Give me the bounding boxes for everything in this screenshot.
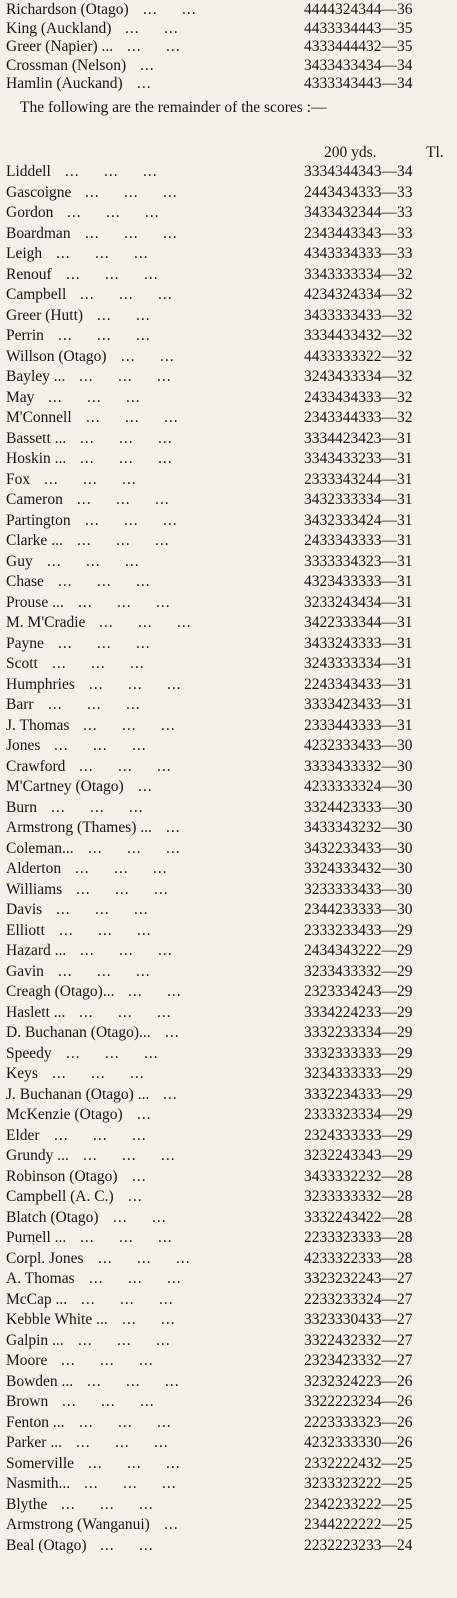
competitor-name: Parker ... xyxy=(6,1434,62,1451)
score-row xyxy=(6,1146,450,1165)
score-value: 3333423433—31 xyxy=(304,696,413,713)
score-row xyxy=(6,367,450,386)
score-value: 3334433432—32 xyxy=(304,327,413,344)
competitor-name: Fenton ... xyxy=(6,1413,65,1431)
score-value: 3334423423—31 xyxy=(304,429,413,447)
competitor-name: Willson (Otago) xyxy=(6,347,107,365)
leader-dots: ... ... ... xyxy=(79,1413,172,1431)
score-row xyxy=(6,1413,450,1432)
leader-dots: ... ... ... xyxy=(52,1065,145,1082)
leader-dots: ... xyxy=(164,1516,179,1533)
leader-dots: ... ... xyxy=(127,38,181,56)
score-row xyxy=(6,1372,450,1391)
leader-dots: ... ... ... xyxy=(44,470,137,488)
score-value: 3334224233—29 xyxy=(304,1003,413,1021)
leader-dots: ... ... ... xyxy=(47,552,140,570)
leader-dots: ... ... ... xyxy=(58,327,151,344)
score-value: 2223333323—26 xyxy=(304,1413,413,1431)
score-value: 3433332232—28 xyxy=(304,1167,413,1185)
score-value: 2333343244—31 xyxy=(304,470,413,488)
score-value: 2342233222—25 xyxy=(304,1495,413,1513)
score-value: 3324423333—30 xyxy=(304,798,413,816)
leader-dots: ... ... ... xyxy=(67,204,160,221)
competitor-name: Renouf xyxy=(6,265,52,283)
score-row xyxy=(6,818,450,837)
competitor-name: Speedy xyxy=(6,1044,52,1062)
score-row xyxy=(6,1474,450,1493)
leader-dots: ... ... ... xyxy=(58,573,151,590)
competitor-name: Greer (Napier) ... xyxy=(6,38,114,56)
score-row xyxy=(6,1208,450,1227)
score-value: 2343443343—33 xyxy=(304,224,413,242)
score-row xyxy=(6,572,450,591)
score-value: 3432233433—30 xyxy=(304,839,413,857)
score-value: 4433334443—35 xyxy=(304,19,413,37)
leader-dots: ... xyxy=(128,1188,143,1205)
competitor-name: Bowden ... xyxy=(6,1372,74,1390)
leader-dots: ... xyxy=(132,1167,147,1185)
competitor-name: Brown xyxy=(6,1393,49,1410)
leader-dots: ... ... ... xyxy=(51,798,144,816)
score-value: 4333343443—34 xyxy=(304,75,413,93)
score-value: 3233323222—25 xyxy=(304,1475,413,1492)
leader-dots: ... ... ... xyxy=(78,593,171,611)
competitor-name: Coleman... xyxy=(6,839,74,857)
leader-dots: ... ... ... xyxy=(66,265,159,283)
score-row xyxy=(6,19,450,38)
leader-dots: ... ... ... xyxy=(99,614,192,631)
score-value: 3334344343—34 xyxy=(304,163,413,180)
leader-dots: ... ... ... xyxy=(88,1454,181,1472)
score-row xyxy=(6,429,450,448)
leader-dots: ... ... ... xyxy=(83,716,176,734)
score-value: 3233243434—31 xyxy=(304,593,413,611)
score-value: 4232333330—26 xyxy=(304,1434,413,1451)
score-value: 2344222222—25 xyxy=(304,1516,413,1533)
score-row xyxy=(6,1249,450,1268)
leader-dots: ... xyxy=(140,56,155,74)
score-row xyxy=(6,285,450,304)
score-row xyxy=(6,1167,450,1186)
score-row xyxy=(6,306,450,325)
score-row xyxy=(6,695,450,714)
leader-dots: ... ... ... xyxy=(66,1044,159,1062)
competitor-name: Kebble White ... xyxy=(6,1311,108,1328)
competitor-name: Leigh xyxy=(6,245,43,262)
score-row xyxy=(6,162,450,181)
competitor-name: Partington xyxy=(6,511,71,529)
score-value: 2333323334—29 xyxy=(304,1106,413,1123)
competitor-name: Davis xyxy=(6,901,43,918)
competitor-name: Fox xyxy=(6,470,31,488)
leader-dots: ... xyxy=(166,819,181,836)
score-row xyxy=(6,56,450,75)
score-value: 2344233333—30 xyxy=(304,901,413,918)
score-row xyxy=(6,1003,450,1022)
score-value: 3433433434—34 xyxy=(304,56,413,74)
score-row xyxy=(6,388,450,407)
competitor-name: Bassett ... xyxy=(6,429,67,447)
competitor-name: Robinson (Otago) xyxy=(6,1167,118,1185)
score-value: 3343333334—32 xyxy=(304,265,413,283)
leader-dots: ... ... ... xyxy=(81,1290,174,1308)
leader-dots: ... ... ... xyxy=(80,942,173,959)
leader-dots: ... ... ... xyxy=(65,163,158,180)
leader-dots: ... ... xyxy=(113,1208,167,1226)
competitor-name: Campbell xyxy=(6,286,67,303)
competitor-name: J. Thomas xyxy=(6,716,70,734)
leader-dots: ... ... ... xyxy=(48,388,141,406)
score-value: 3233333433—30 xyxy=(304,880,413,898)
leader-dots: ... xyxy=(138,778,153,795)
score-row xyxy=(6,552,450,571)
score-value: 3333433332—30 xyxy=(304,757,413,775)
score-value: 3233433332—29 xyxy=(304,962,413,980)
score-row xyxy=(6,1023,450,1042)
score-row xyxy=(6,1392,450,1411)
leader-dots: ... ... xyxy=(121,347,175,365)
score-row xyxy=(6,1290,450,1309)
score-row xyxy=(6,37,450,56)
score-value: 3323330433—27 xyxy=(304,1311,413,1328)
score-row xyxy=(6,859,450,878)
score-row xyxy=(6,347,450,366)
score-row xyxy=(6,1085,450,1104)
competitor-name: Campbell (A. C.) xyxy=(6,1188,114,1205)
score-row xyxy=(6,1269,450,1288)
leader-dots: ... ... ... xyxy=(83,1147,176,1164)
leader-dots: ... ... ... xyxy=(89,1270,182,1287)
yards-heading: 200 yds. xyxy=(324,144,377,161)
score-value: 2243343433—31 xyxy=(304,675,413,693)
score-value: 2434343222—29 xyxy=(304,942,413,959)
competitor-name: Nasmith... xyxy=(6,1475,71,1492)
score-value: 4234324334—32 xyxy=(304,286,413,303)
score-value: 3322223234—26 xyxy=(304,1393,413,1410)
leader-dots: ... xyxy=(165,1024,180,1041)
competitor-name: Blythe xyxy=(6,1495,48,1513)
score-value: 4233333324—30 xyxy=(304,778,413,795)
score-value: 3433243333—31 xyxy=(304,634,413,652)
competitor-name: Bayley ... xyxy=(6,368,66,385)
score-value: 3332234333—29 xyxy=(304,1085,413,1103)
score-row xyxy=(6,265,450,284)
leader-dots: ... ... ... xyxy=(84,1475,177,1492)
score-row xyxy=(6,654,450,673)
leader-dots: ... ... ... xyxy=(58,962,151,980)
leader-dots: ... ... xyxy=(125,19,179,37)
competitor-name: May xyxy=(6,388,35,406)
leader-dots: ... ... ... xyxy=(54,1126,147,1144)
score-row xyxy=(6,1454,450,1473)
competitor-name: Jones xyxy=(6,737,41,754)
score-value: 4333444432—35 xyxy=(304,38,413,56)
competitor-name: King (Auckland) xyxy=(6,19,112,37)
competitor-name: J. Buchanan (Otago) ... xyxy=(6,1085,150,1103)
competitor-name: Haslett ... xyxy=(6,1003,66,1021)
competitor-name: McCap ... xyxy=(6,1290,68,1308)
leader-dots: ... ... xyxy=(97,306,151,324)
competitor-name: Crawford xyxy=(6,757,66,775)
score-row xyxy=(6,982,450,1001)
competitor-name: A. Thomas xyxy=(6,1270,75,1287)
leader-dots: ... ... ... xyxy=(86,409,179,426)
competitor-name: Gavin xyxy=(6,962,44,980)
competitor-name: Hamlin (Auckand) xyxy=(6,75,123,93)
score-value: 2323423332—27 xyxy=(304,1352,413,1369)
competitor-name: Keys xyxy=(6,1065,38,1082)
score-value: 2233233324—27 xyxy=(304,1290,413,1308)
leader-dots: ... ... ... xyxy=(56,245,149,262)
score-value: 3323232243—27 xyxy=(304,1270,413,1287)
leader-dots: ... ... ... xyxy=(85,183,178,201)
score-row xyxy=(6,1433,450,1452)
leader-dots: ... ... ... xyxy=(98,1249,191,1267)
leader-dots: ... ... ... xyxy=(78,1331,171,1349)
score-row xyxy=(6,1515,450,1534)
leader-dots: ... ... ... xyxy=(61,1495,154,1513)
score-value: 2332222432—25 xyxy=(304,1454,413,1472)
score-value: 3234333333—29 xyxy=(304,1065,413,1082)
leader-dots: ... ... ... xyxy=(80,450,173,467)
leader-dots: ... ... ... xyxy=(79,757,172,775)
score-row xyxy=(6,1228,450,1247)
leader-dots: ... ... ... xyxy=(77,491,170,508)
competitor-name: Blatch (Otago) xyxy=(6,1208,99,1226)
score-value: 2232223233—24 xyxy=(304,1536,413,1554)
leader-dots: ... ... ... xyxy=(59,921,152,939)
score-row xyxy=(6,470,450,489)
score-value: 3332233334—29 xyxy=(304,1024,413,1041)
competitor-name: Gordon xyxy=(6,204,54,221)
competitor-name: Hazard ... xyxy=(6,942,67,959)
intro-text: The following are the remainder of the scores :— xyxy=(20,99,327,116)
leader-dots: ... ... ... xyxy=(79,368,172,385)
score-row xyxy=(6,880,450,899)
leader-dots: ... ... xyxy=(122,1311,176,1328)
score-row xyxy=(6,777,450,796)
score-value: 3343433233—31 xyxy=(304,450,413,467)
competitor-name: M. M'Cradie xyxy=(6,614,86,631)
leader-dots: ... ... ... xyxy=(87,1372,180,1390)
leader-dots: ... ... ... xyxy=(54,737,147,754)
score-row xyxy=(6,798,450,817)
score-row xyxy=(6,675,450,694)
competitor-name: McKenzie (Otago) xyxy=(6,1106,123,1123)
competitor-name: Somerville xyxy=(6,1454,75,1472)
competitor-name: Crossman (Nelson) xyxy=(6,56,127,74)
score-value: 3233333332—28 xyxy=(304,1188,413,1205)
score-row xyxy=(6,203,450,222)
score-row xyxy=(6,1105,450,1124)
score-value: 4232333433—30 xyxy=(304,737,413,754)
score-row xyxy=(6,1331,450,1350)
leader-dots: ... ... xyxy=(143,1,197,18)
score-value: 3333334323—31 xyxy=(304,552,413,570)
competitor-name: Purnell ... xyxy=(6,1229,67,1246)
score-value: 3432333334—31 xyxy=(304,491,413,508)
competitor-name: Perrin xyxy=(6,327,44,344)
competitor-name: Cameron xyxy=(6,491,63,508)
competitor-name: Grundy ... xyxy=(6,1147,69,1164)
score-value: 4444324344—36 xyxy=(304,1,413,18)
competitor-name: Corpl. Jones xyxy=(6,1249,84,1267)
score-value: 4433333322—32 xyxy=(304,347,413,365)
leader-dots: ... ... ... xyxy=(62,1393,155,1410)
competitor-name: Liddell xyxy=(6,163,51,180)
competitor-name: Richardson (Otago) xyxy=(6,1,129,18)
leader-dots: ... ... xyxy=(128,983,182,1000)
leader-dots: ... ... ... xyxy=(76,880,169,898)
leader-dots: ... ... ... xyxy=(88,839,181,857)
leader-dots: ... ... ... xyxy=(76,1434,169,1451)
score-value: 4343334333—33 xyxy=(304,245,413,262)
score-row xyxy=(6,531,450,550)
score-row xyxy=(6,757,450,776)
score-row xyxy=(6,490,450,509)
score-value: 4323433333—31 xyxy=(304,573,413,590)
competitor-name: Payne xyxy=(6,634,44,652)
score-row xyxy=(6,1310,450,1329)
score-value: 3433432344—33 xyxy=(304,204,413,221)
score-row xyxy=(6,921,450,940)
score-value: 3433343232—30 xyxy=(304,819,413,836)
score-row xyxy=(6,941,450,960)
score-value: 2333443333—31 xyxy=(304,716,413,734)
leader-dots: ... ... ... xyxy=(58,634,151,652)
score-row xyxy=(6,634,450,653)
score-row xyxy=(6,1126,450,1145)
score-row xyxy=(6,74,450,93)
competitor-name: Boardman xyxy=(6,224,71,242)
score-value: 3322432332—27 xyxy=(304,1331,413,1349)
column-headings xyxy=(6,143,450,162)
score-value: 3422333344—31 xyxy=(304,614,413,631)
competitor-name: Guy xyxy=(6,552,33,570)
score-row xyxy=(6,1187,450,1206)
leader-dots: ... ... ... xyxy=(75,860,168,877)
score-row xyxy=(6,511,450,530)
score-row xyxy=(6,244,450,263)
score-row xyxy=(6,1064,450,1083)
score-value: 2233323333—28 xyxy=(304,1229,413,1246)
score-value: 2324333333—29 xyxy=(304,1126,413,1144)
score-row xyxy=(6,593,450,612)
competitor-name: Armstrong (Wanganui) xyxy=(6,1516,150,1533)
score-row xyxy=(6,613,450,632)
competitor-name: Burn xyxy=(6,798,37,816)
score-value: 3243333334—31 xyxy=(304,655,413,672)
leader-dots: ... ... ... xyxy=(77,532,170,549)
competitor-name: Clarke ... xyxy=(6,532,63,549)
leader-dots: ... ... ... xyxy=(85,511,178,529)
competitor-name: M'Connell xyxy=(6,409,72,426)
leader-dots: ... ... ... xyxy=(89,675,182,693)
leader-dots: ... xyxy=(163,1085,178,1103)
score-value: 2343344333—32 xyxy=(304,409,413,426)
score-row xyxy=(6,1536,450,1555)
competitor-name: Galpin ... xyxy=(6,1331,64,1349)
competitor-name: D. Buchanan (Otago)... xyxy=(6,1024,151,1041)
score-value: 3232324223—26 xyxy=(304,1372,413,1390)
score-value: 3432333424—31 xyxy=(304,511,413,529)
score-value: 2323334243—29 xyxy=(304,983,413,1000)
score-value: 3433333433—32 xyxy=(304,306,413,324)
leader-dots: ... ... ... xyxy=(61,1352,154,1369)
score-row xyxy=(6,408,450,427)
leader-dots: ... ... ... xyxy=(48,696,141,713)
score-row xyxy=(6,1044,450,1063)
leader-dots: ... ... ... xyxy=(80,429,173,447)
competitor-name: Humphries xyxy=(6,675,75,693)
competitor-name: M'Cartney (Otago) xyxy=(6,778,124,795)
competitor-name: Armstrong (Thames) ... xyxy=(6,819,152,836)
competitor-name: Elder xyxy=(6,1126,40,1144)
intro-paragraph xyxy=(6,98,450,117)
leader-dots: ... ... xyxy=(100,1536,154,1554)
score-row xyxy=(6,900,450,919)
score-value: 4233322333—28 xyxy=(304,1249,413,1267)
score-row xyxy=(6,1351,450,1370)
score-row xyxy=(6,1495,450,1514)
leader-dots: ... ... ... xyxy=(85,224,178,242)
total-heading: Tl. xyxy=(426,144,444,161)
leader-dots: ... ... ... xyxy=(80,286,173,303)
leader-dots: ... ... ... xyxy=(79,1003,172,1021)
leader-dots: ... ... ... xyxy=(80,1229,173,1246)
score-value: 3332333333—29 xyxy=(304,1044,413,1062)
score-row xyxy=(6,716,450,735)
competitor-name: Scott xyxy=(6,655,38,672)
competitor-name: Creagh (Otago)... xyxy=(6,983,115,1000)
score-value: 2433434333—32 xyxy=(304,388,413,406)
score-row xyxy=(6,449,450,468)
score-value: 3332243422—28 xyxy=(304,1208,413,1226)
score-row xyxy=(6,0,450,19)
score-value: 2443434333—33 xyxy=(304,183,413,201)
leader-dots: ... ... ... xyxy=(56,901,149,918)
competitor-name: Greer (Hutt) xyxy=(6,306,84,324)
score-value: 3324333432—30 xyxy=(304,860,413,877)
score-value: 3232243343—29 xyxy=(304,1147,413,1164)
competitor-name: Chase xyxy=(6,573,44,590)
score-value: 3243433334—32 xyxy=(304,368,413,385)
score-value: 2333233433—29 xyxy=(304,921,413,939)
competitor-name: Prouse ... xyxy=(6,593,64,611)
score-row xyxy=(6,962,450,981)
leader-dots: ... xyxy=(137,75,152,93)
score-row xyxy=(6,224,450,243)
score-row xyxy=(6,183,450,202)
competitor-name: Elliott xyxy=(6,921,45,939)
leader-dots: ... ... ... xyxy=(52,655,145,672)
competitor-name: Alderton xyxy=(6,860,62,877)
score-row xyxy=(6,326,450,345)
score-value: 2433343333—31 xyxy=(304,532,413,549)
competitor-name: Barr xyxy=(6,696,34,713)
competitor-name: Hoskin ... xyxy=(6,450,67,467)
score-row xyxy=(6,839,450,858)
competitor-name: Gascoigne xyxy=(6,183,72,201)
leader-dots: ... xyxy=(137,1106,152,1123)
competitor-name: Williams xyxy=(6,880,63,898)
competitor-name: Beal (Otago) xyxy=(6,1536,87,1554)
score-row xyxy=(6,736,450,755)
competitor-name: Moore xyxy=(6,1352,48,1369)
